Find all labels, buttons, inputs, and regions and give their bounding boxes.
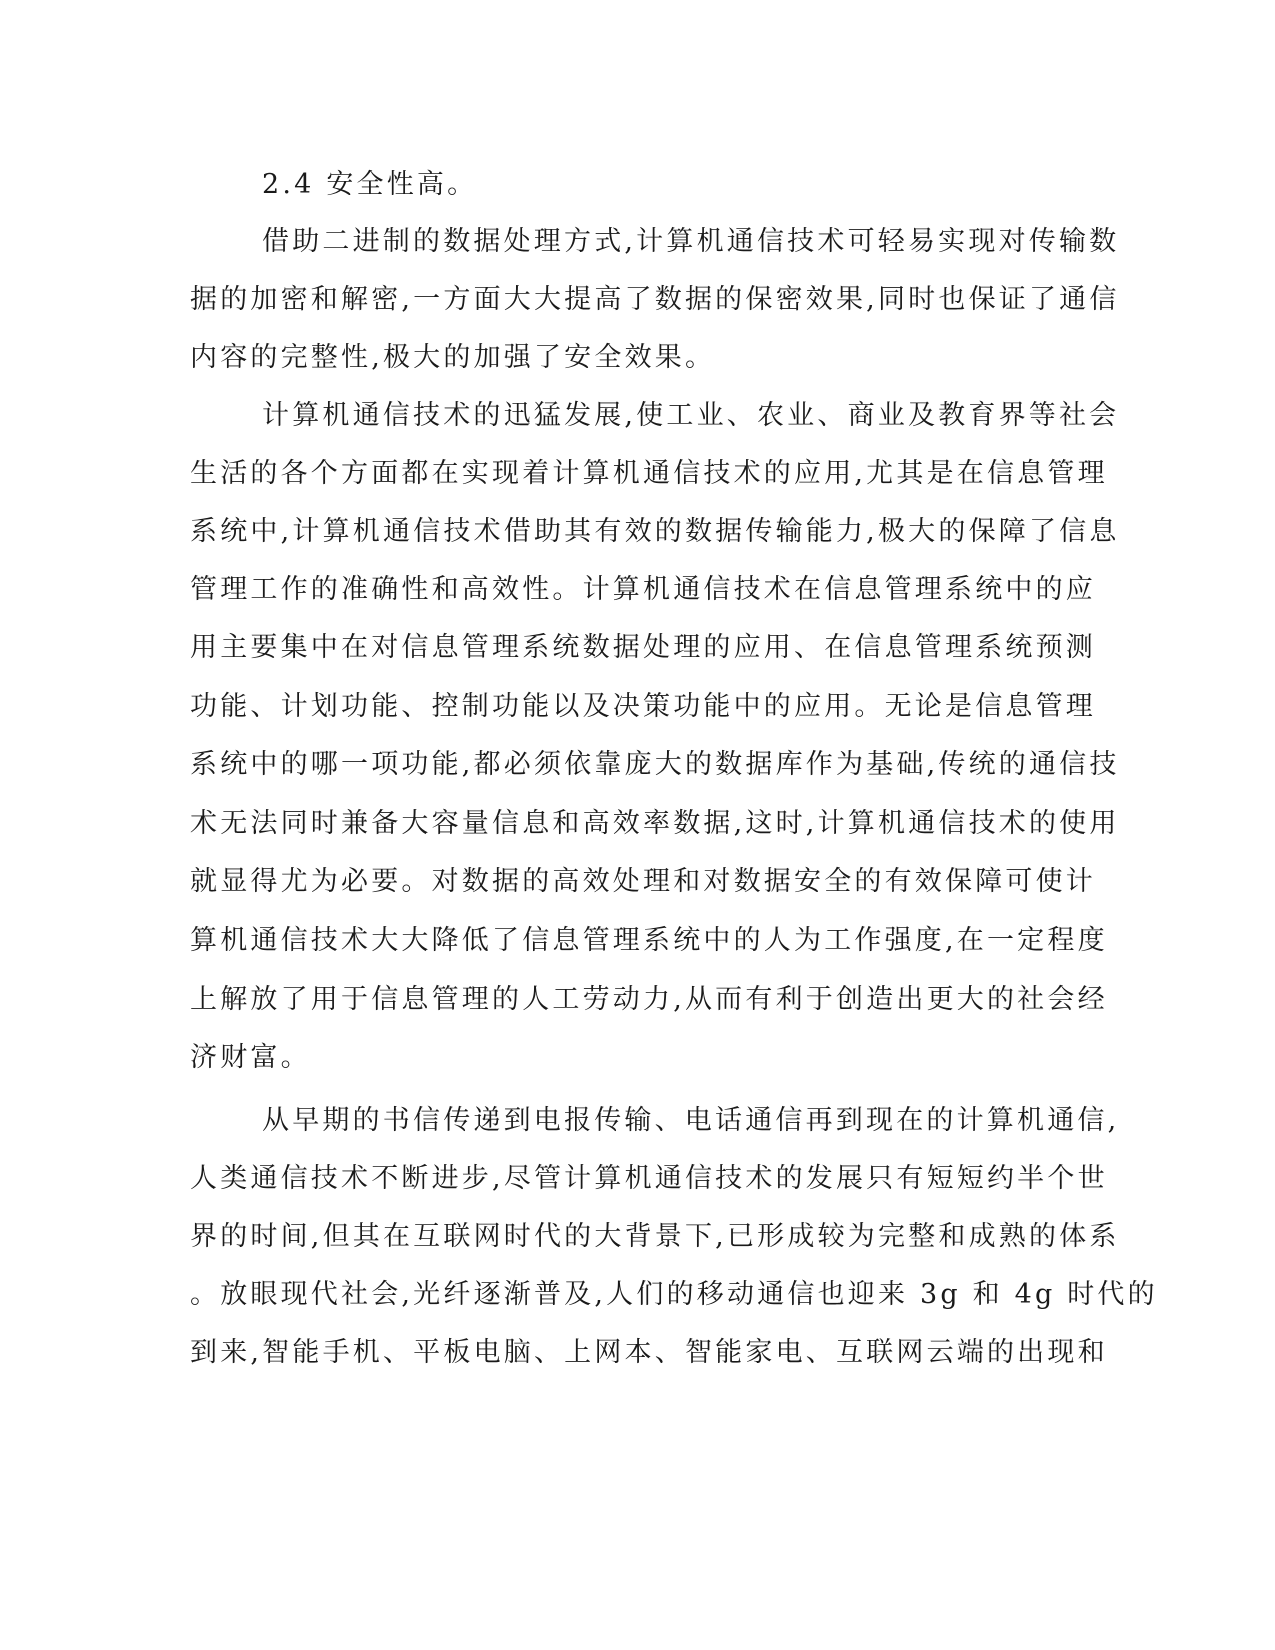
text-line: 系统中,计算机通信技术借助其有效的数据传输能力,极大的保障了信息 [190,516,1120,547]
text-line: 界的时间,但其在互联网时代的大背景下,已形成较为完整和成熟的体系 [190,1221,1120,1252]
text-line: 用主要集中在对信息管理系统数据处理的应用、在信息管理系统预测 [190,632,1096,663]
text-line: 功能、计划功能、控制功能以及决策功能中的应用。无论是信息管理 [190,691,1096,722]
text-line: 管理工作的准确性和高效性。计算机通信技术在信息管理系统中的应 [190,574,1096,605]
text-line: 生活的各个方面都在实现着计算机通信技术的应用,尤其是在信息管理 [190,458,1108,489]
text-line: 算机通信技术大大降低了信息管理系统中的人为工作强度,在一定程度 [190,925,1108,956]
text-line: 系统中的哪一项功能,都必须依靠庞大的数据库作为基础,传统的通信技 [190,749,1120,780]
text-line: 到来,智能手机、平板电脑、上网本、智能家电、互联网云端的出现和 [190,1337,1108,1368]
text-line: 就显得尤为必要。对数据的高效处理和对数据安全的有效保障可使计 [190,866,1096,897]
text-line: 计算机通信技术的迅猛发展,使工业、农业、商业及教育界等社会 [262,400,1120,431]
text-line: 从早期的书信传递到电报传输、电话通信再到现在的计算机通信, [262,1105,1120,1136]
text-line: 据的加密和解密,一方面大大提高了数据的保密效果,同时也保证了通信 [190,284,1120,315]
section-heading: 2.4 安全性高。 [262,169,478,200]
text-line: 济财富。 [190,1042,311,1073]
text-line: 借助二进制的数据处理方式,计算机通信技术可轻易实现对传输数 [262,226,1120,257]
text-line: 上解放了用于信息管理的人工劳动力,从而有利于创造出更大的社会经 [190,984,1108,1015]
text-line: 术无法同时兼备大容量信息和高效率数据,这时,计算机通信技术的使用 [190,808,1120,839]
text-line: 内容的完整性,极大的加强了安全效果。 [190,342,716,373]
text-line: 人类通信技术不断进步,尽管计算机通信技术的发展只有短短约半个世 [190,1163,1108,1194]
text-line: 。放眼现代社会,光纤逐渐普及,人们的移动通信也迎来 3g 和 4g 时代的 [190,1279,1158,1310]
